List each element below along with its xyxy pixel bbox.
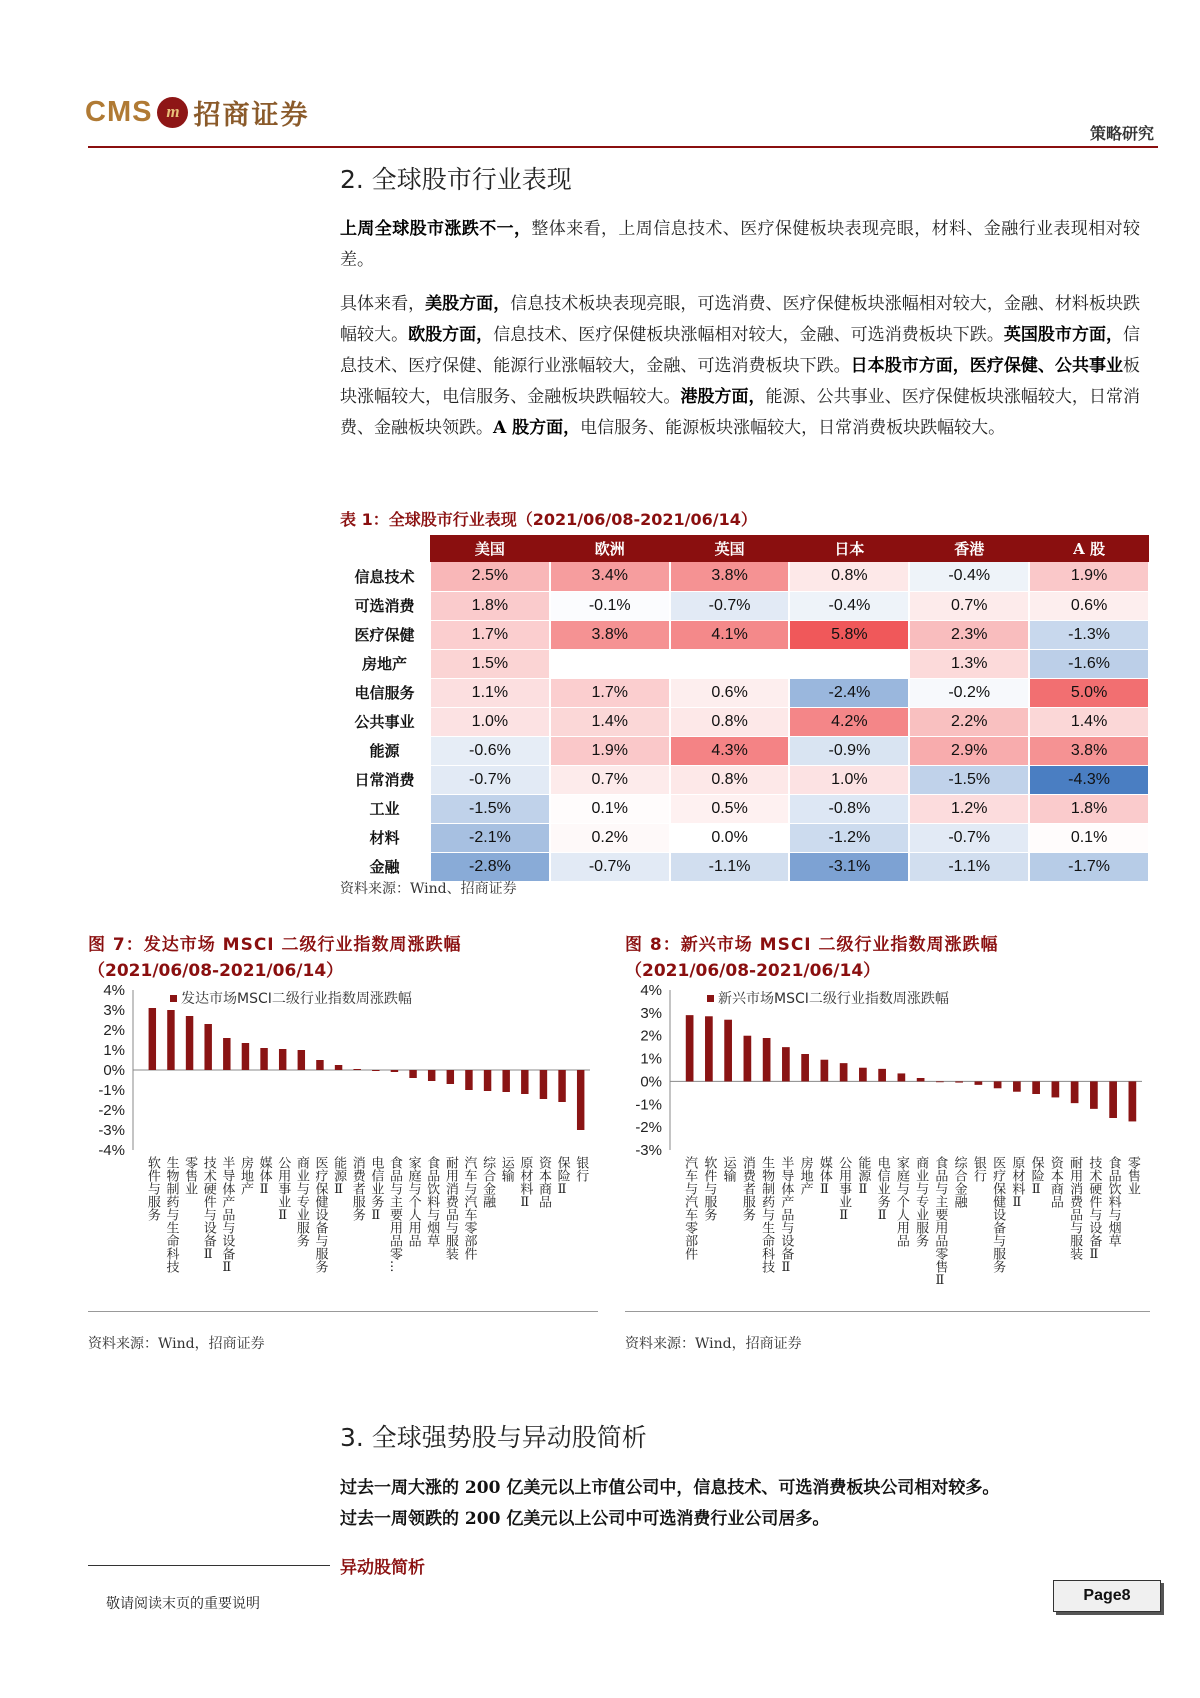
y-tick-label: -2%	[635, 1119, 662, 1137]
x-tick-label: 资本商品	[535, 1156, 551, 1208]
fig8-subtitle: （2021/06/08-2021/06/14）	[625, 961, 881, 981]
table-cell: 1.9%	[550, 736, 670, 765]
bar	[577, 1070, 584, 1130]
table-cell: 2.2%	[909, 707, 1029, 736]
section-3-title: 3. 全球强势股与异动股简析	[340, 1423, 647, 1452]
table-cell: -1.3%	[1029, 620, 1149, 649]
bar	[898, 1073, 906, 1081]
detail-us-label: 美股方面，	[425, 294, 511, 314]
x-tick-label: 半导体产品与设备Ⅱ	[219, 1156, 235, 1275]
table-cell: 0.8%	[670, 765, 790, 794]
x-tick-label: 银行	[970, 1156, 986, 1182]
y-tick-label: -3%	[635, 1142, 662, 1159]
table-cell: 1.8%	[1029, 794, 1149, 823]
x-tick-label: 电信业务Ⅱ	[874, 1156, 890, 1223]
bar	[705, 1016, 713, 1081]
logo-badge-icon: m	[157, 97, 188, 128]
bar	[782, 1047, 790, 1081]
table-cell: 0.1%	[550, 794, 670, 823]
bar	[540, 1070, 547, 1099]
table-cell: -0.9%	[789, 736, 909, 765]
table-cell: -3.1%	[789, 852, 909, 881]
x-tick-label: 零售业	[182, 1156, 198, 1195]
table-cell: 0.6%	[670, 678, 790, 707]
y-tick-label: 2%	[640, 1027, 662, 1045]
table-row	[340, 591, 1149, 620]
paragraph-summary	[340, 214, 1140, 276]
bar	[465, 1070, 472, 1090]
x-tick-label: 耐用消费品与服装	[1067, 1156, 1083, 1260]
table-cell: 1.0%	[789, 765, 909, 794]
row-label: 医疗保健	[340, 620, 430, 649]
table-cell: 3.8%	[1029, 736, 1149, 765]
table-row	[340, 678, 1149, 707]
row-label: 材料	[340, 823, 430, 852]
bar	[353, 1069, 360, 1070]
bar	[917, 1078, 925, 1081]
table-cell: -0.2%	[909, 678, 1029, 707]
section3-line-2: 过去一周领跌的 200 亿美元以上公司中可选消费行业公司居多。	[340, 1509, 830, 1529]
bar	[279, 1049, 286, 1070]
y-tick-label: 0%	[640, 1073, 662, 1091]
x-tick-label: 家庭与个人用品	[893, 1156, 909, 1247]
x-tick-label: 食品与主要用品零售Ⅱ	[932, 1156, 948, 1288]
x-tick-label: 原材料Ⅱ	[517, 1156, 533, 1210]
bar	[1090, 1081, 1098, 1108]
column-header: 美国	[430, 535, 550, 562]
row-label: 工业	[340, 794, 430, 823]
x-tick-label: 技术硬件与设备Ⅱ	[1086, 1156, 1102, 1262]
table-row	[340, 649, 1149, 678]
fig7-subtitle: （2021/06/08-2021/06/14）	[88, 961, 344, 981]
table-cell: 0.7%	[550, 765, 670, 794]
y-tick-label: 3%	[640, 1004, 662, 1022]
table-cell: 1.7%	[550, 678, 670, 707]
table-cell: 1.7%	[430, 620, 550, 649]
column-header: 香港	[909, 535, 1029, 562]
table-row	[340, 823, 1149, 852]
table-cell	[670, 649, 790, 678]
x-tick-label: 生物制药与生命科技	[759, 1156, 775, 1273]
x-tick-label: 公用事业Ⅱ	[275, 1156, 291, 1223]
row-label: 金融	[340, 852, 430, 881]
table-cell: 1.8%	[430, 591, 550, 620]
bar	[167, 1010, 174, 1070]
header-divider	[88, 146, 1158, 148]
detail-hk-text: 能源、公共事业、医疗保健板块涨幅较大，日常消费、金融板块领跌。	[340, 387, 1141, 438]
bar	[878, 1069, 886, 1082]
x-tick-label: 运输	[498, 1156, 514, 1182]
table-cell: -0.7%	[430, 765, 550, 794]
table-caption: 表 1：全球股市行业表现（2021/06/08-2021/06/14）	[340, 510, 757, 529]
table-cell: 5.0%	[1029, 678, 1149, 707]
fig8-source: 资料来源：Wind，招商证券	[625, 1336, 802, 1352]
table-cell: -0.4%	[789, 591, 909, 620]
x-tick-label: 生物制药与生命科技	[163, 1156, 179, 1273]
x-tick-label: 商业与专业服务	[913, 1156, 929, 1247]
y-tick-label: -1%	[635, 1096, 662, 1114]
x-tick-label: 媒体Ⅱ	[256, 1156, 272, 1197]
bar	[391, 1070, 398, 1072]
summary-text: 整体来看，上周信息技术、医疗保健板块表现亮眼，材料、金融行业表现相对较差。	[340, 219, 1141, 270]
y-tick-label: 4%	[103, 982, 125, 999]
x-tick-label: 保险Ⅱ	[1028, 1156, 1044, 1197]
table-cell: -1.5%	[909, 765, 1029, 794]
fig7-title: 图 7：发达市场 MSCI 二级行业指数周涨跌幅	[88, 935, 462, 955]
x-tick-label: 资本商品	[1047, 1156, 1063, 1208]
x-tick-label: 软件与服务	[144, 1156, 160, 1221]
detail-a-text: 电信服务、能源板块涨幅较大，日常消费板块跌幅较大。	[580, 418, 1006, 438]
row-label: 信息技术	[340, 562, 430, 591]
bar	[428, 1070, 435, 1081]
detail-eu-text: 信息技术、医疗保健板块涨幅相对较大，金融、可选消费板块下跌。	[493, 325, 1004, 345]
detail-eu-label: 欧股方面，	[408, 325, 494, 345]
bar	[801, 1054, 809, 1081]
table-cell: -0.1%	[550, 591, 670, 620]
detail-jp-text: 板块涨幅较大，电信服务、金融板块跌幅较大。	[340, 356, 1141, 407]
y-tick-label: 4%	[640, 982, 662, 999]
bar	[242, 1043, 249, 1070]
table-row	[340, 736, 1149, 765]
fig7-chart	[88, 980, 598, 1312]
x-tick-label: 原材料Ⅱ	[1009, 1156, 1025, 1210]
x-tick-label: 食品与主要用品零...	[386, 1156, 402, 1273]
table-cell: 3.8%	[670, 562, 790, 591]
table-cell: -0.4%	[909, 562, 1029, 591]
table-cell: -1.1%	[670, 852, 790, 881]
bar	[1109, 1081, 1117, 1118]
row-label: 电信服务	[340, 678, 430, 707]
bar	[763, 1038, 771, 1081]
fig8-title: 图 8：新兴市场 MSCI 二级行业指数周涨跌幅	[625, 935, 999, 955]
bar	[298, 1050, 305, 1070]
bar	[859, 1068, 867, 1082]
legend-swatch	[170, 995, 177, 1002]
table-cell: -1.7%	[1029, 852, 1149, 881]
detail-a-label: A 股方面，	[493, 418, 581, 438]
summary-lead: 上周全球股市涨跌不一，	[340, 219, 532, 239]
bar	[335, 1065, 342, 1070]
column-header: 欧洲	[550, 535, 670, 562]
row-label: 日常消费	[340, 765, 430, 794]
page-number: Page8	[1053, 1580, 1161, 1612]
y-tick-label: -1%	[98, 1082, 125, 1099]
table-cell: -2.4%	[789, 678, 909, 707]
bar	[840, 1063, 848, 1081]
table-cell: -2.1%	[430, 823, 550, 852]
x-tick-label: 银行	[573, 1156, 589, 1182]
x-tick-label: 家庭与个人用品	[405, 1156, 421, 1247]
footer-note: 敬请阅读末页的重要说明	[106, 1596, 260, 1612]
x-tick-label: 消费者服务	[349, 1156, 365, 1221]
x-tick-label: 保险Ⅱ	[554, 1156, 570, 1197]
table-cell: 1.9%	[1029, 562, 1149, 591]
bar	[149, 1008, 156, 1070]
table-cell: 2.5%	[430, 562, 550, 591]
table-row	[340, 707, 1149, 736]
table-cell: 0.2%	[550, 823, 670, 852]
x-tick-label: 耐用消费品与服装	[442, 1156, 458, 1260]
y-tick-label: 2%	[103, 1022, 125, 1039]
bar	[409, 1070, 416, 1078]
bar	[1071, 1081, 1079, 1103]
legend-label: 新兴市场MSCI二级行业指数周涨跌幅	[718, 991, 949, 1007]
table-cell: 3.8%	[550, 620, 670, 649]
section-2-title: 2. 全球股市行业表现	[340, 165, 572, 194]
table-cell: -0.7%	[670, 591, 790, 620]
y-tick-label: 3%	[103, 1002, 125, 1019]
x-tick-label: 综合金融	[480, 1156, 496, 1208]
bar	[447, 1070, 454, 1084]
detail-jp-label: 日本股市方面，医疗保健、公共事业	[850, 356, 1124, 376]
section3-line-1: 过去一周大涨的 200 亿美元以上市值公司中，信息技术、可选消费板块公司相对较多。	[340, 1478, 1000, 1498]
bar	[821, 1060, 829, 1082]
fig8-chart-frame	[625, 980, 1150, 1312]
table-cell: -0.6%	[430, 736, 550, 765]
y-tick-label: -2%	[98, 1102, 125, 1119]
x-tick-label: 半导体产品与设备Ⅱ	[778, 1156, 794, 1275]
column-header: 英国	[670, 535, 790, 562]
table-cell: 0.8%	[670, 707, 790, 736]
x-tick-label: 软件与服务	[701, 1156, 717, 1221]
bar	[1129, 1081, 1137, 1121]
bar	[186, 1016, 193, 1070]
company-logo	[85, 92, 309, 132]
bar	[1013, 1081, 1021, 1091]
detail-uk-label: 英国股市方面，	[1003, 325, 1124, 345]
y-tick-label: 1%	[103, 1042, 125, 1059]
column-header: A 股	[1029, 535, 1149, 562]
industry-heatmap-table	[340, 535, 1150, 882]
x-tick-label: 媒体Ⅱ	[816, 1156, 832, 1197]
bar	[484, 1070, 491, 1091]
x-tick-label: 食品饮料与烟草	[1105, 1156, 1121, 1247]
table-row	[340, 852, 1149, 881]
x-tick-label: 能源Ⅱ	[331, 1156, 347, 1197]
bar	[558, 1070, 565, 1102]
table-cell: 0.8%	[789, 562, 909, 591]
x-tick-label: 汽车与汽车零部件	[461, 1156, 477, 1260]
table-row	[340, 765, 1149, 794]
table-cell: 5.8%	[789, 620, 909, 649]
bar	[1052, 1081, 1060, 1097]
y-tick-label: 1%	[640, 1050, 662, 1068]
table-cell: 2.3%	[909, 620, 1029, 649]
x-tick-label: 汽车与汽车零部件	[682, 1156, 698, 1260]
x-tick-label: 运输	[720, 1156, 736, 1182]
table-cell: 0.1%	[1029, 823, 1149, 852]
logo-latin: CMS	[85, 95, 153, 128]
detail-uk-text: 信息技术、医疗保健、能源行业涨幅较大，金融、可选消费板块下跌。	[340, 325, 1141, 376]
table-cell	[550, 649, 670, 678]
table-cell: 0.5%	[670, 794, 790, 823]
x-tick-label: 房地产	[237, 1156, 253, 1195]
table-cell: -1.5%	[430, 794, 550, 823]
table-source: 资料来源：Wind、招商证券	[340, 881, 517, 897]
fig7-source: 资料来源：Wind，招商证券	[88, 1336, 265, 1352]
detail-intro: 具体来看，	[340, 294, 426, 314]
fig8-chart	[625, 980, 1150, 1312]
bar	[502, 1070, 509, 1092]
table-cell: -1.1%	[909, 852, 1029, 881]
subheading-anomaly-stocks: 异动股简析	[340, 1558, 425, 1578]
bar	[955, 1081, 963, 1082]
bar	[1032, 1081, 1040, 1094]
x-tick-label: 消费者服务	[739, 1156, 755, 1221]
x-tick-label: 医疗保健设备与服务	[990, 1156, 1006, 1273]
fig7-chart-frame	[88, 980, 598, 1312]
bar	[316, 1060, 323, 1070]
y-tick-label: -3%	[98, 1122, 125, 1139]
table-cell: -0.7%	[550, 852, 670, 881]
bar	[260, 1048, 267, 1070]
detail-hk-label: 港股方面，	[680, 387, 766, 407]
row-label: 可选消费	[340, 591, 430, 620]
section-label: 策略研究	[1089, 124, 1154, 143]
table-cell: -0.7%	[909, 823, 1029, 852]
paragraph-detail	[340, 289, 1140, 444]
bar	[223, 1038, 230, 1070]
table-cell: -1.6%	[1029, 649, 1149, 678]
table-header-row	[340, 535, 1149, 562]
table-cell: 4.2%	[789, 707, 909, 736]
bar	[744, 1036, 752, 1082]
table-body	[340, 562, 1149, 881]
table-cell: 1.2%	[909, 794, 1029, 823]
table-corner	[340, 535, 430, 562]
table-cell: -1.2%	[789, 823, 909, 852]
table-cell: 4.3%	[670, 736, 790, 765]
table-cell: 1.5%	[430, 649, 550, 678]
table-cell: 4.1%	[670, 620, 790, 649]
x-tick-label: 商业与专业服务	[293, 1156, 309, 1247]
x-tick-label: 公用事业Ⅱ	[836, 1156, 852, 1223]
table-cell: 1.4%	[1029, 707, 1149, 736]
bar	[975, 1081, 983, 1084]
x-tick-label: 房地产	[797, 1156, 813, 1195]
table-cell: -0.8%	[789, 794, 909, 823]
table-cell: 1.0%	[430, 707, 550, 736]
table-row	[340, 620, 1149, 649]
row-label: 公共事业	[340, 707, 430, 736]
bar	[936, 1081, 944, 1082]
bar	[686, 1015, 694, 1081]
x-tick-label: 医疗保健设备与服务	[312, 1156, 328, 1273]
footer-divider	[88, 1565, 330, 1566]
table-cell: 0.0%	[670, 823, 790, 852]
bar	[372, 1070, 379, 1071]
table-cell: -4.3%	[1029, 765, 1149, 794]
x-tick-label: 电信业务Ⅱ	[368, 1156, 384, 1223]
table-cell: 3.4%	[550, 562, 670, 591]
table-cell: 0.6%	[1029, 591, 1149, 620]
table-cell: 1.3%	[909, 649, 1029, 678]
table-row	[340, 794, 1149, 823]
y-tick-label: -4%	[98, 1142, 125, 1159]
x-tick-label: 综合金融	[951, 1156, 967, 1208]
bar	[994, 1081, 1002, 1088]
y-tick-label: 0%	[103, 1062, 125, 1079]
table-cell: 1.4%	[550, 707, 670, 736]
table-cell: 1.1%	[430, 678, 550, 707]
bar	[521, 1070, 528, 1094]
x-tick-label: 零售业	[1124, 1156, 1140, 1195]
row-label: 能源	[340, 736, 430, 765]
row-label: 房地产	[340, 649, 430, 678]
table-cell	[789, 649, 909, 678]
legend-swatch	[707, 995, 714, 1002]
logo-chinese: 招商证券	[193, 99, 310, 131]
column-header: 日本	[789, 535, 909, 562]
table-cell: 0.7%	[909, 591, 1029, 620]
x-tick-label: 技术硬件与设备Ⅱ	[200, 1156, 216, 1262]
bar	[724, 1020, 732, 1082]
detail-us-text: 信息技术板块表现亮眼，可选消费、医疗保健板块涨幅相对较大，金融、材料板块跌幅较大。	[340, 294, 1140, 345]
table-cell: -2.8%	[430, 852, 550, 881]
x-tick-label: 能源Ⅱ	[855, 1156, 871, 1197]
bar	[204, 1024, 211, 1070]
table-row	[340, 562, 1149, 591]
legend-label: 发达市场MSCI二级行业指数周涨跌幅	[181, 991, 412, 1007]
table-cell: 2.9%	[909, 736, 1029, 765]
x-tick-label: 食品饮料与烟草	[424, 1156, 440, 1247]
